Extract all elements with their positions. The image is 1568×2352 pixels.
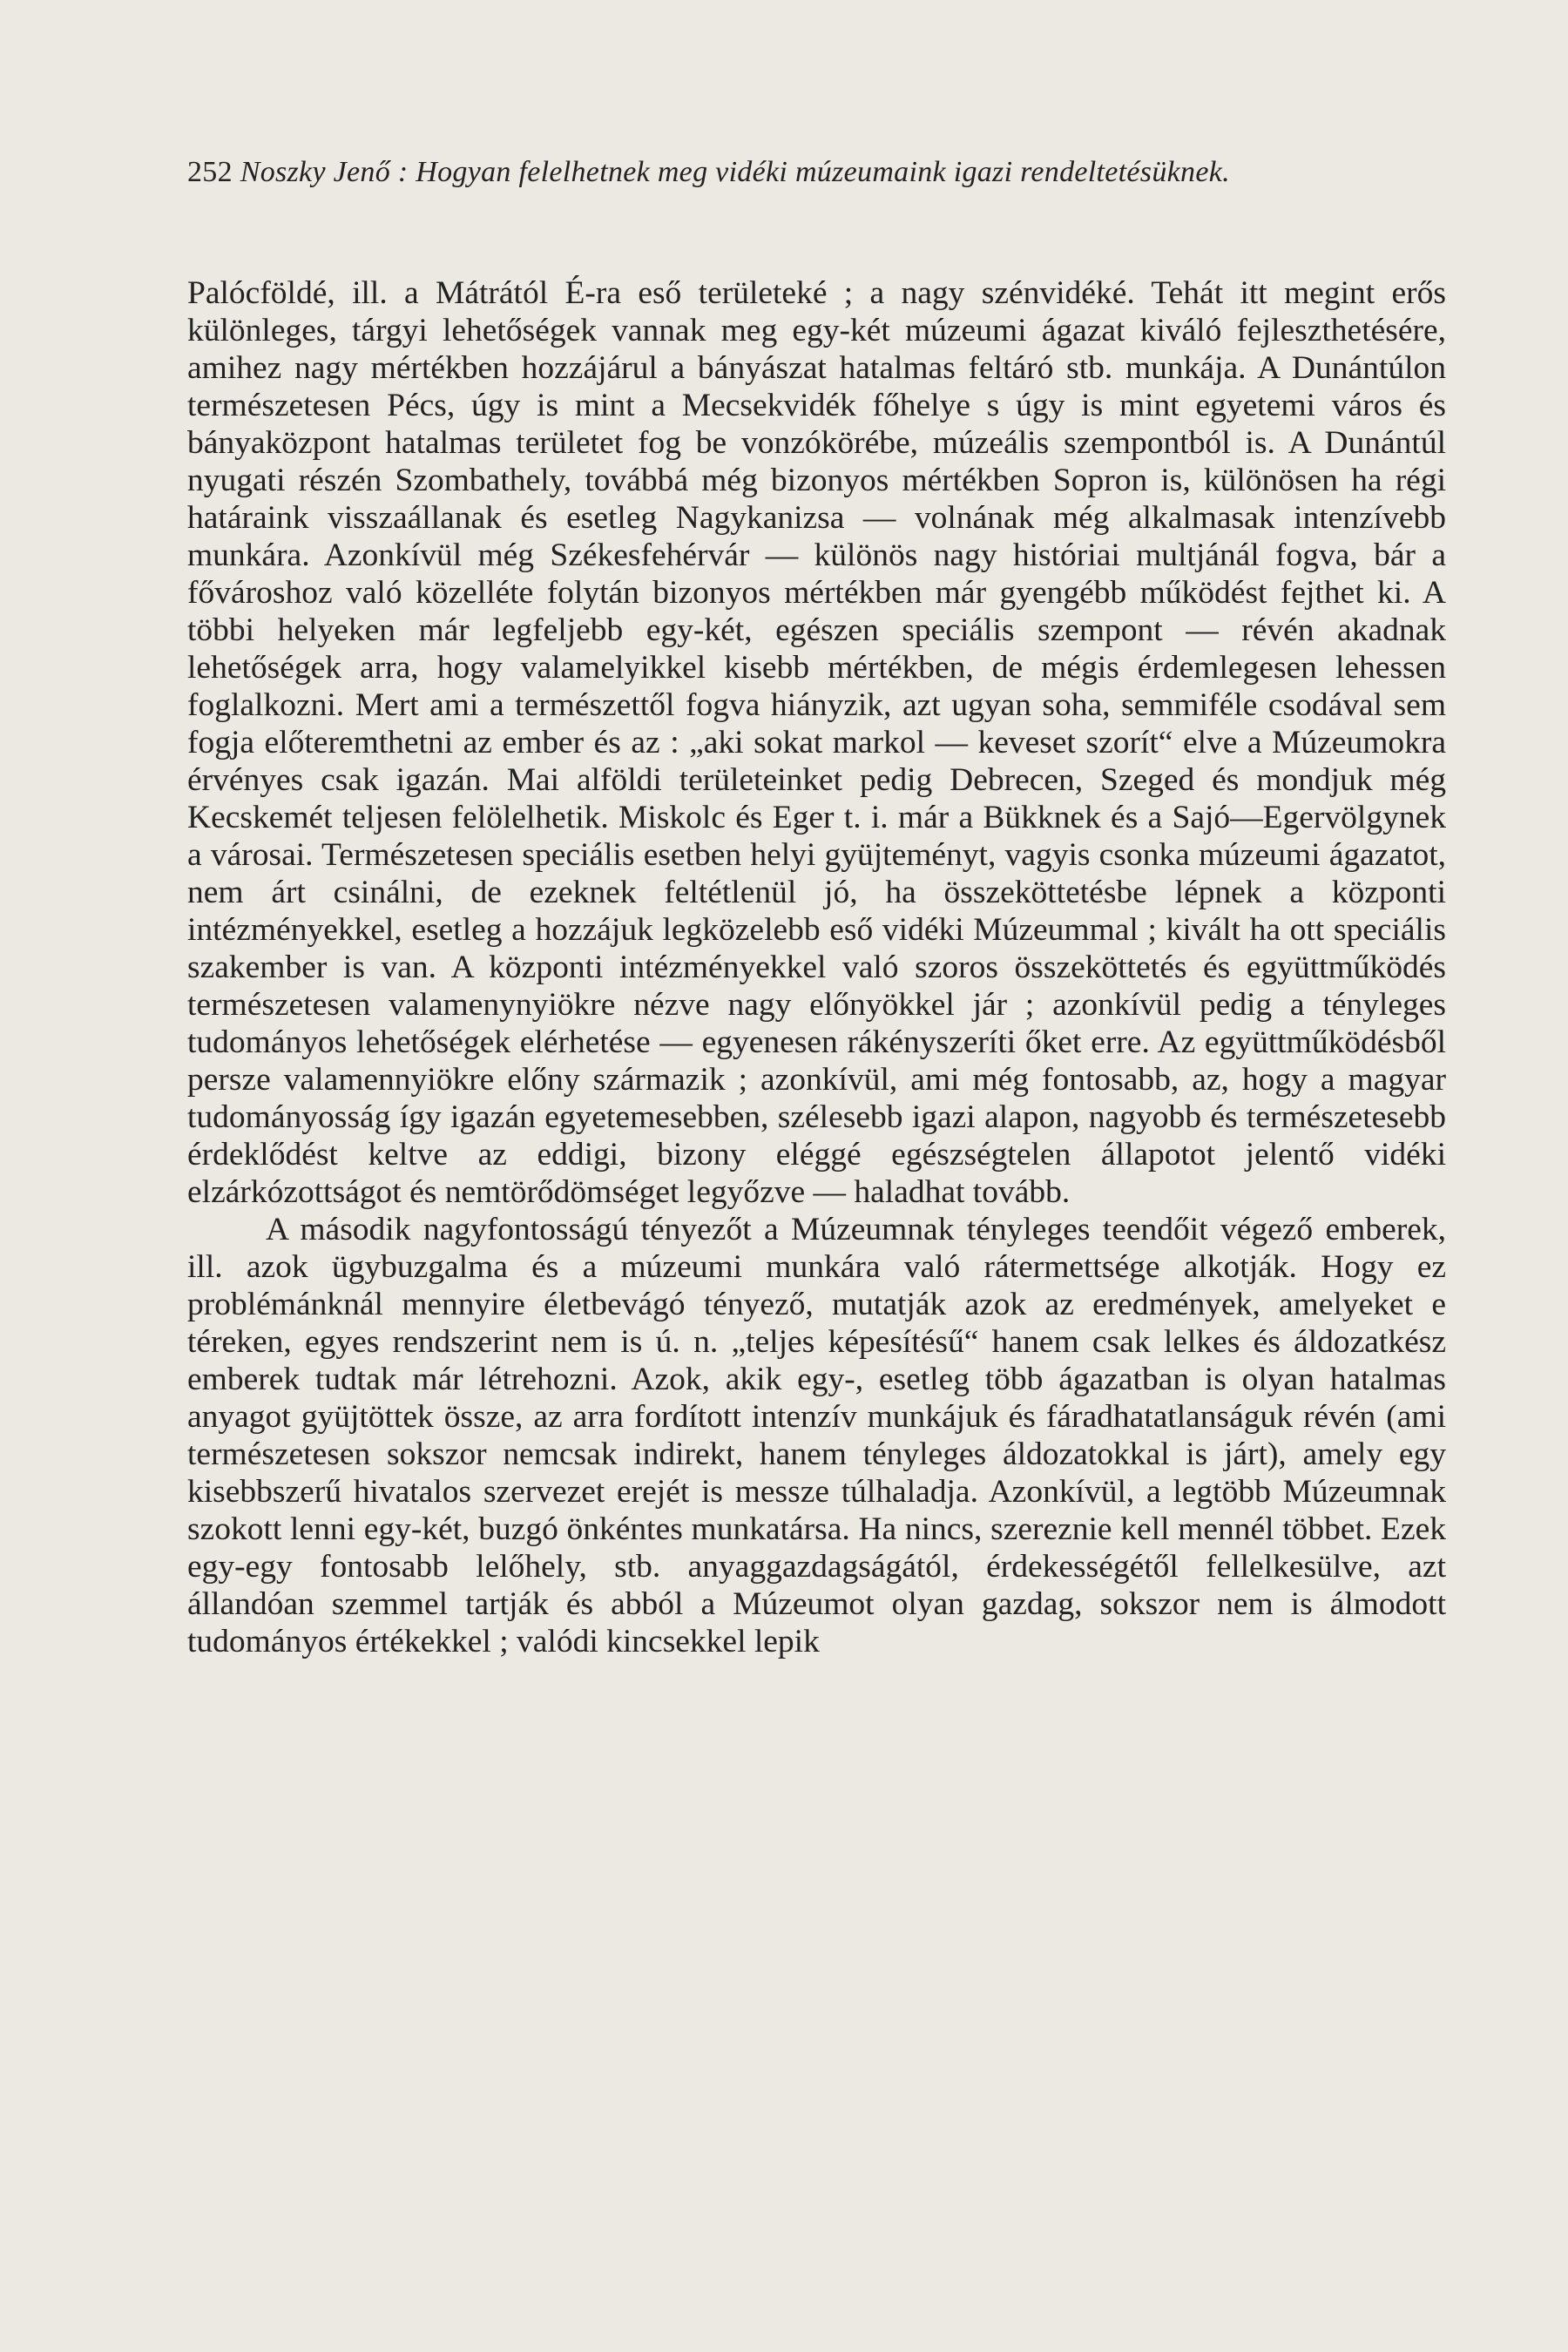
paragraph-1: Palócföldé, ill. a Mátrától É-ra eső területeké ; a nagy szénvidéké. Tehát itt megint erős különleges, tárgyi lehetőségek vannak meg egy-két múzeumi ágazat kiváló fejleszthetésére, amihez nagy mértékben hozzájárul a bányászat hatalmas feltáró stb. munkája. A Dunántúlon természetesen Pécs, úgy is mint a Mecsekvidék főhelye s úgy is mint egyetemi város és bányaközpont hatalmas területet fog be vonzókörébe, múzeális szempontból is. A Dunántúl nyugati részén Szombathely, továbbá még bizonyos mértékben Sopron is, különösen ha régi határaink visszaállanak és esetleg Nagykanizsa — volnának még alkalmasak intenzívebb munkára. Azonkívül még Székesfehérvár — különös nagy históriai multjánál fogva, bár a fővároshoz való közelléte folytán bizonyos mértékben már gyengébb működést fejthet ki. A többi helyeken már legfeljebb egy-két, egészen speciális szempont — révén akadnak lehetőségek arra, hogy valamelyikkel kisebb mértékben, de mégis érdemlegesen lehessen foglalkozni. Mert ami a természettől fogva hiányzik, azt ugyan soha, semmiféle csodával sem fogja előteremthetni az ember és az : „aki sokat markol — keveset szorít“ elve a Múzeumokra érvényes csak igazán. Mai alföldi területeinket pedig Debrecen, Szeged és mondjuk még Kecskemét teljesen felölelhetik. Miskolc és Eger t. i. már a Bükknek és a Sajó—Egervölgynek a városai. Természetesen speciális esetben helyi gyüjteményt, vagyis csonka múzeumi ágazatot, nem árt csinálni, de ezeknek feltétlenül jó, ha összeköttetésbe lépnek a központi intézményekkel, esetleg a hozzájuk legközelebb eső vidéki Múzeummal ; kivált ha ott speciális szakember is van. A központi intézményekkel való szoros összeköttetés és együttműködés természetesen valamenynyiökre nézve nagy előnyökkel jár ; azonkívül pedig a tényleges tudományos lehetőségek elérhetése — egyenesen rákényszeríti őket erre. Az együttműködésből persze valamennyiökre előny származik ; azonkívül, ami még fontosabb, az, hogy a magyar tudományosság így igazán egyetemesebben, szélesebb igazi alapon, nagyobb és természetesebb érdeklődést keltve az eddigi, bizony eléggé egészségtelen állapotot jelentő vidéki elzárkózottságot és nemtörődömséget legyőzve — haladhat tovább. — [187, 275, 1446, 1210]
body-text — [187, 274, 1446, 1660]
page-number: 252 — [187, 156, 233, 188]
paragraph-2: A második nagyfontosságú tényezőt a Múzeumnak tényleges teendőit végező emberek, ill. azok ügybuzgalma és a múzeumi munkára való rátermettsége alkotják. Hogy ez problémánknál mennyire életbevágó tényező, mutatják azok az eredmények, amelyeket e téreken, egyes rendszerint nem is ú. n. „teljes képesítésű“ hanem csak lelkes és áldozatkész emberek tudtak már létrehozni. Azok, akik egy-, esetleg több ágazatban is olyan hatalmas anyagot gyüjtöttek össze, az arra fordított intenzív munkájuk és fáradhatatlanságuk révén (ami természetesen sokszor nemcsak indirekt, hanem tényleges áldozatokkal is járt), amely egy kisebbszerű hivatalos szervezet erejét is messze túlhaladja. Azonkívül, a legtöbb Múzeumnak szokott lenni egy-két, buzgó önkéntes munkatársa. Ha nincs, szereznie kell mennél többet. Ezek egy-egy fontosabb lelőhely, stb. anyaggazdagságától, érdekességétől fellelkesülve, azt állandóan szemmel tartják és abból a Múzeumot olyan gazdag, sokszor nem is álmodott tudományos értékekkel ; valódi kincsekkel lepik — [187, 1212, 1446, 1659]
running-title: Noszky Jenő : Hogyan felelhetnek meg vidéki múzeumaink igazi rendeltetésüknek. — [240, 156, 1230, 188]
running-head — [187, 155, 1442, 190]
